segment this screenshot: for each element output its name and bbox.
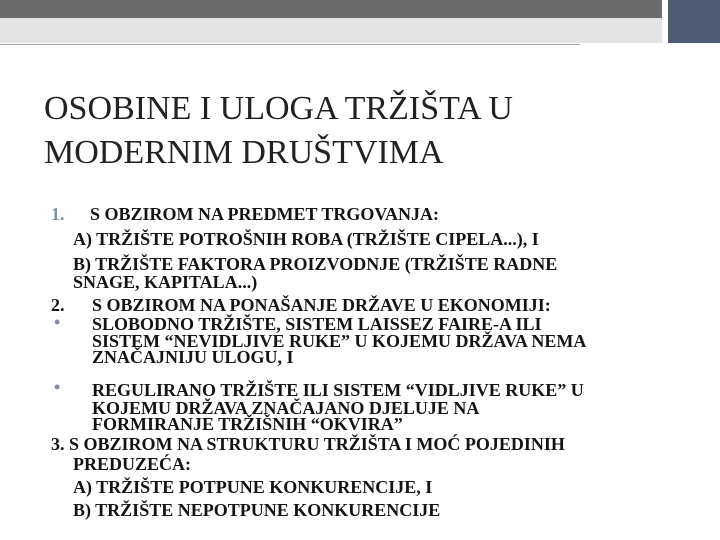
bullet1-icon: • (54, 312, 61, 332)
bullet2-line2: KOJEMU DRŽAVA ZNAČAJANO DJELUJE NA (92, 398, 480, 418)
item2-number: 2. (51, 295, 65, 315)
item1-option-b-line2: SNAGE, KAPITALA...) (73, 272, 258, 292)
bullet2-icon: • (54, 377, 61, 397)
bullet1-line2: SISTEM “NEVIDLJIVE RUKE” U KOJEMU DRŽAVA NEMA (92, 331, 587, 351)
item3-heading-line2: PREDUZEĆA: (73, 454, 192, 474)
bullet2-line3: FORMIRANJE TRŽIŠNIH “OKVIRA” (92, 414, 403, 434)
item1-number: 1. (51, 204, 65, 224)
item1-option-b-line1: B) TRŽIŠTE FAKTORA PROIZVODNJE (TRŽIŠTE RADNE (73, 254, 558, 274)
bullet1-line1: SLOBODNO TRŽIŠTE, SISTEM LAISSEZ FAIRE-A ILI (92, 314, 542, 334)
item1-option-a: A) TRŽIŠTE POTROŠNIH ROBA (TRŽIŠTE CIPELA...), I (73, 229, 539, 249)
header-corner-block (668, 0, 720, 43)
item3-option-a: A) TRŽIŠTE POTPUNE KONKURENCIJE, I (73, 477, 433, 497)
slide-title-line2: MODERNIM DRUŠTVIMA (44, 134, 444, 171)
slide-title (44, 87, 674, 175)
header-band-dark (0, 0, 662, 18)
bullet1-line3: ZNAČAJNIJU ULOGU, I (92, 347, 294, 367)
header-rule (0, 44, 580, 45)
item3-option-b: B) TRŽIŠTE NEPOTPUNE KONKURENCIJE (73, 500, 441, 520)
bullet2-line1: REGULIRANO TRŽIŠTE ILI SISTEM “VIDLJIVE RUKE” U (92, 380, 584, 400)
item2-heading: S OBZIROM NA PONAŠANJE DRŽAVE U EKONOMIJI: (92, 295, 551, 315)
slide-title-line1: OSOBINE I ULOGA TRŽIŠTA U (44, 90, 513, 127)
item1-heading: S OBZIROM NA PREDMET TRGOVANJA: (90, 204, 440, 224)
item3-heading-line1: 3. S OBZIROM NA STRUKTURU TRŽIŠTA I MOĆ POJEDINIH (51, 434, 565, 454)
